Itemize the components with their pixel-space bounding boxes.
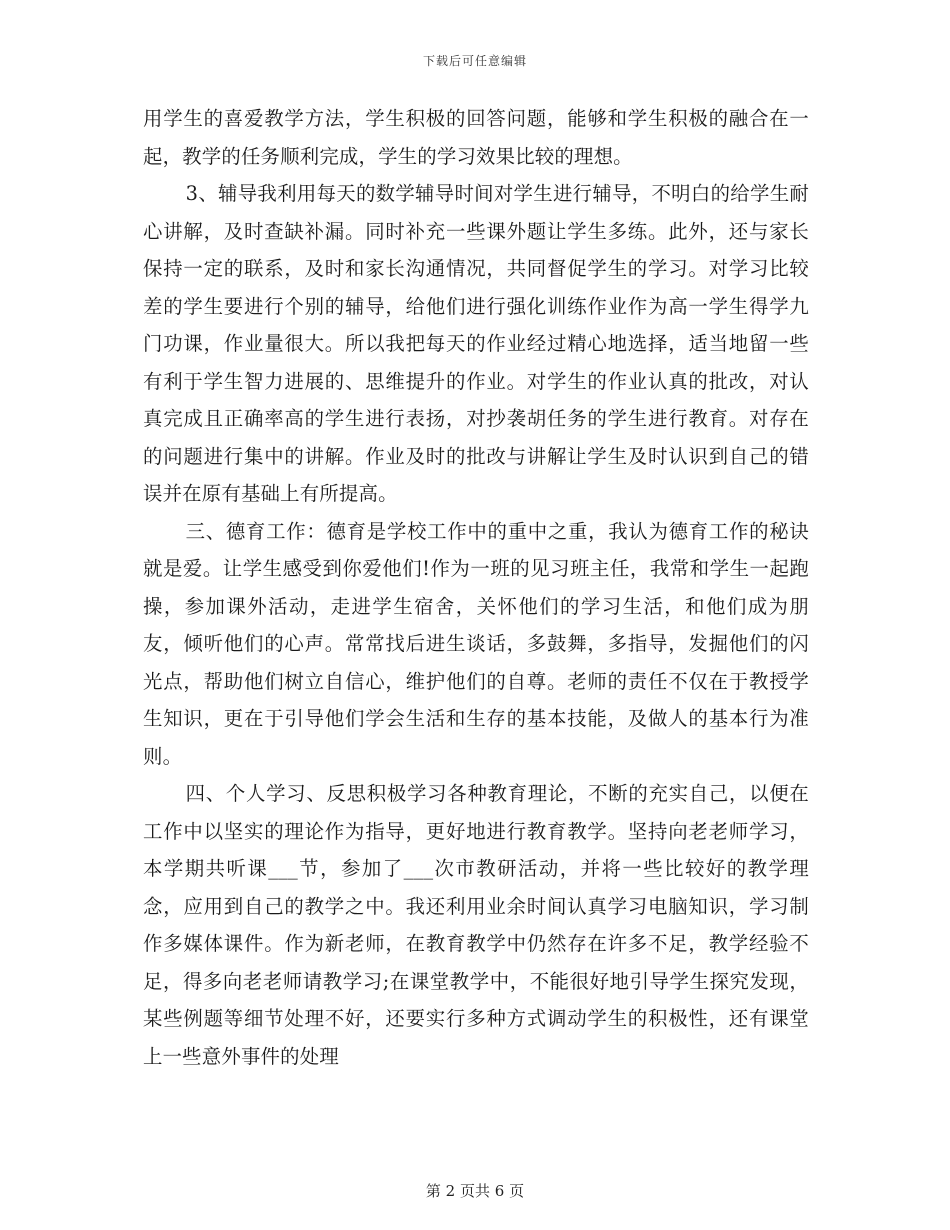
paragraph-3: 三、德育工作：德育是学校工作中的重中之重，我认为德育工作的秘诀就是爱。让学生感受到你爱他们!作为一班的见习班主任，我常和学生一起跑操，参加课外活动，走进学生宿舍，关怀他们的学习生活，和他们成为朋友，倾听他们的心声。常常找后进生谈话，多鼓舞，多指导，发掘他们的闪光点，帮助他们树立自信心，维护他们的自尊。老师的责任不仅在于教授学生知识，更在于引导他们学会生活和生存的基本技能，及做人的基本行为准则。 xyxy=(143,519,809,768)
document-body xyxy=(143,100,809,1075)
page-footer: 第 2 页共 6 页 xyxy=(425,1182,525,1200)
paragraph-2: 3、辅导我利用每天的数学辅导时间对学生进行辅导，不明白的给学生耐心讲解，及时查缺补漏。同时补充一些课外题让学生多练。此外，还与家长保持一定的联系，及时和家长沟通情况，共同督促学生的学习。对学习比较差的学生要进行个别的辅导，给他们进行强化训练作业作为高一学生得学九门功课，作业量很大。所以我把每天的作业经过精心地选择，适当地留一些有利于学生智力进展的、思维提升的作业。对学生的作业认真的批改，对认真完成且正确率高的学生进行表扬，对抄袭胡任务的学生进行教育。对存在的问题进行集中的讲解。作业及时的批改与讲解让学生及时认识到自己的错误并在原有基础上有所提高。 xyxy=(143,182,809,505)
page-header: 下载后可任意编辑 xyxy=(422,54,527,68)
paragraph-1: 用学生的喜爱教学方法，学生积极的回答问题，能够和学生积极的融合在一起，教学的任务顺利完成，学生的学习效果比较的理想。 xyxy=(143,107,809,168)
paragraph-4: 四、个人学习、反思积极学习各种教育理论，不断的充实自己，以便在工作中以坚实的理论作为指导，更好地进行教育教学。坚持向老老师学习，本学期共听课___节，参加了___次市教研活动，并将一些比较好的教学理念，应用到自己的教学之中。我还利用业余时间认真学习电脑知识，学习制作多媒体课件。作为新老师，在教育教学中仍然存在许多不足，教学经验不足，得多向老老师请教学习;在课堂教学中，不能很好地引导学生探究发现，某些例题等细节处理不好，还要实行多种方式调动学生的积极性，还有课堂上一些意外事件的处理 xyxy=(143,782,809,1068)
